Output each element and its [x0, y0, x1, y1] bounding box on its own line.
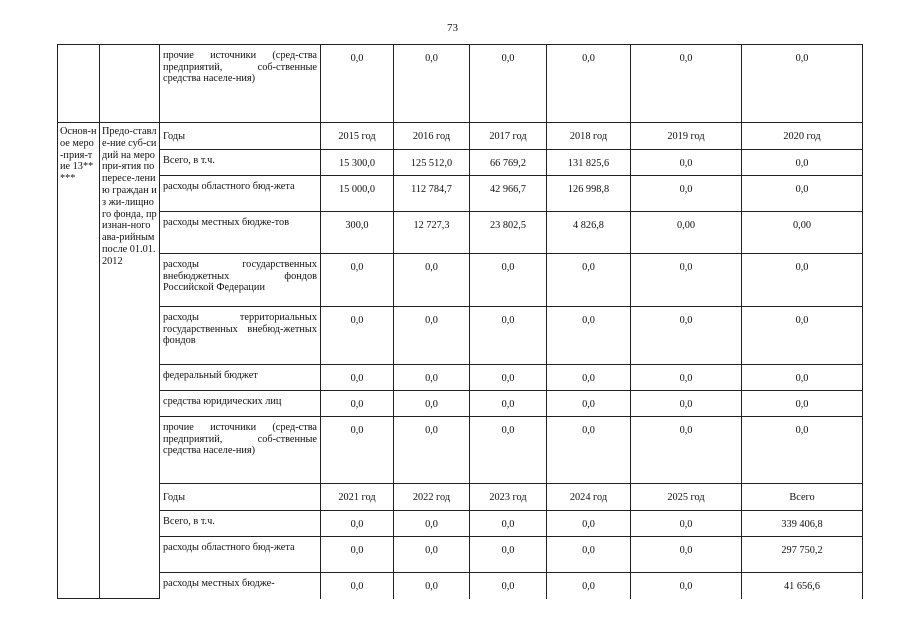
value-cell: 0,0	[631, 573, 742, 599]
row-label: федеральный бюджет	[160, 365, 321, 391]
value-cell: 4 826,8	[547, 212, 631, 254]
value-cell: 0,0	[394, 417, 470, 484]
value-cell: 0,0	[470, 573, 547, 599]
value-cell: 0,0	[742, 150, 863, 176]
row-label: прочие источники (сред-ства предприятий, соб-ственные средства населе-ния)	[160, 45, 321, 123]
value-cell: 0,0	[470, 391, 547, 417]
value-cell: 297 750,2	[742, 537, 863, 573]
row-label: Всего, в т.ч.	[160, 511, 321, 537]
value-cell: 0,0	[321, 417, 394, 484]
row-label: Всего, в т.ч.	[160, 150, 321, 176]
value-cell: 0,0	[631, 365, 742, 391]
year-header: 2025 год	[631, 484, 742, 511]
value-cell: 41 656,6	[742, 573, 863, 599]
value-cell: 0,0	[631, 150, 742, 176]
value-cell: 0,0	[321, 307, 394, 365]
value-cell: 0,0	[394, 254, 470, 307]
value-cell: 0,0	[547, 511, 631, 537]
value-cell: 0,0	[742, 365, 863, 391]
row-label: расходы местных бюдже-	[160, 573, 321, 599]
value-cell: 0,0	[631, 391, 742, 417]
year-header: 2018 год	[547, 123, 631, 150]
value-cell: 0,0	[394, 511, 470, 537]
table-row	[58, 573, 863, 599]
table-row	[58, 537, 863, 573]
value-cell: 300,0	[321, 212, 394, 254]
table-row	[58, 150, 863, 176]
value-cell: 0,0	[547, 417, 631, 484]
value-cell: 339 406,8	[742, 511, 863, 537]
table-row	[58, 484, 863, 511]
value-cell: 0,0	[547, 573, 631, 599]
value-cell: 0,0	[470, 45, 547, 123]
value-cell: 0,0	[631, 45, 742, 123]
value-cell: 0,0	[547, 254, 631, 307]
value-cell: 0,0	[547, 45, 631, 123]
year-header: 2020 год	[742, 123, 863, 150]
budget-table-body	[58, 45, 863, 599]
value-cell: 0,0	[470, 537, 547, 573]
year-header: 2019 год	[631, 123, 742, 150]
table-row	[58, 511, 863, 537]
value-cell: 0,0	[321, 45, 394, 123]
year-header: 2017 год	[470, 123, 547, 150]
years-label: Годы	[160, 123, 321, 150]
value-cell: 0,00	[742, 212, 863, 254]
value-cell: 0,0	[470, 365, 547, 391]
value-cell: 0,0	[631, 307, 742, 365]
value-cell: 0,0	[394, 537, 470, 573]
value-cell: 0,0	[470, 307, 547, 365]
value-cell: 0,0	[394, 307, 470, 365]
table-row	[58, 417, 863, 484]
value-cell: 0,0	[321, 537, 394, 573]
row-label: расходы территориальных государственных внебюд-жетных фондов	[160, 307, 321, 365]
value-cell: 0,00	[631, 212, 742, 254]
table-row	[58, 212, 863, 254]
row-label: прочие источники (сред-ства предприятий, соб-ственные средства населе-ния)	[160, 417, 321, 484]
table-row	[58, 391, 863, 417]
value-cell: 112 784,7	[394, 176, 470, 212]
value-cell: 126 998,8	[547, 176, 631, 212]
value-cell: 0,0	[547, 307, 631, 365]
value-cell: 66 769,2	[470, 150, 547, 176]
value-cell: 0,0	[631, 254, 742, 307]
measure-title: Предо-ставле-ние суб-сидий на меропри-ятия по пересе-лению граждан из жи-лищного фонда, признан-ного ава-рийным после 01.01.2012	[100, 123, 160, 599]
years-label: Годы	[160, 484, 321, 511]
year-header: 2016 год	[394, 123, 470, 150]
value-cell: 0,0	[631, 417, 742, 484]
value-cell: 0,0	[742, 307, 863, 365]
page-number: 73	[447, 22, 458, 34]
row-label: средства юридических лиц	[160, 391, 321, 417]
row-label: расходы областного бюд-жета	[160, 176, 321, 212]
value-cell: 15 300,0	[321, 150, 394, 176]
year-header: Всего	[742, 484, 863, 511]
value-cell: 0,0	[631, 511, 742, 537]
value-cell: 0,0	[321, 511, 394, 537]
value-cell: 0,0	[631, 176, 742, 212]
value-cell: 0,0	[742, 45, 863, 123]
value-cell: 0,0	[742, 254, 863, 307]
table-row	[58, 254, 863, 307]
value-cell: 15 000,0	[321, 176, 394, 212]
row-label: расходы областного бюд-жета	[160, 537, 321, 573]
year-header: 2023 год	[470, 484, 547, 511]
year-header: 2024 год	[547, 484, 631, 511]
value-cell: 0,0	[547, 537, 631, 573]
value-cell: 42 966,7	[470, 176, 547, 212]
value-cell: 0,0	[470, 417, 547, 484]
year-header: 2015 год	[321, 123, 394, 150]
value-cell: 0,0	[394, 391, 470, 417]
value-cell: 0,0	[470, 511, 547, 537]
value-cell: 131 825,6	[547, 150, 631, 176]
row-label: расходы государственных внебюджетных фондов Российской Федерации	[160, 254, 321, 307]
table-row	[58, 176, 863, 212]
value-cell: 0,0	[742, 176, 863, 212]
value-cell: 0,0	[321, 391, 394, 417]
value-cell: 125 512,0	[394, 150, 470, 176]
value-cell: 0,0	[394, 573, 470, 599]
value-cell: 0,0	[321, 365, 394, 391]
value-cell: 0,0	[321, 254, 394, 307]
measure-code: Основ-ное меро-прия-тие 13*****	[58, 123, 100, 599]
value-cell: 23 802,5	[470, 212, 547, 254]
year-header: 2021 год	[321, 484, 394, 511]
table-row	[58, 307, 863, 365]
value-cell: 0,0	[470, 254, 547, 307]
value-cell: 0,0	[547, 365, 631, 391]
value-cell: 0,0	[547, 391, 631, 417]
year-header: 2022 год	[394, 484, 470, 511]
empty-cell	[100, 45, 160, 123]
table-row	[58, 365, 863, 391]
row-label: расходы местных бюдже-тов	[160, 212, 321, 254]
empty-cell	[58, 45, 100, 123]
value-cell: 0,0	[321, 573, 394, 599]
table-row	[58, 123, 863, 150]
table-row	[58, 45, 863, 123]
value-cell: 0,0	[742, 417, 863, 484]
value-cell: 0,0	[394, 365, 470, 391]
value-cell: 0,0	[631, 537, 742, 573]
value-cell: 0,0	[742, 391, 863, 417]
value-cell: 0,0	[394, 45, 470, 123]
budget-table	[57, 44, 863, 599]
value-cell: 12 727,3	[394, 212, 470, 254]
